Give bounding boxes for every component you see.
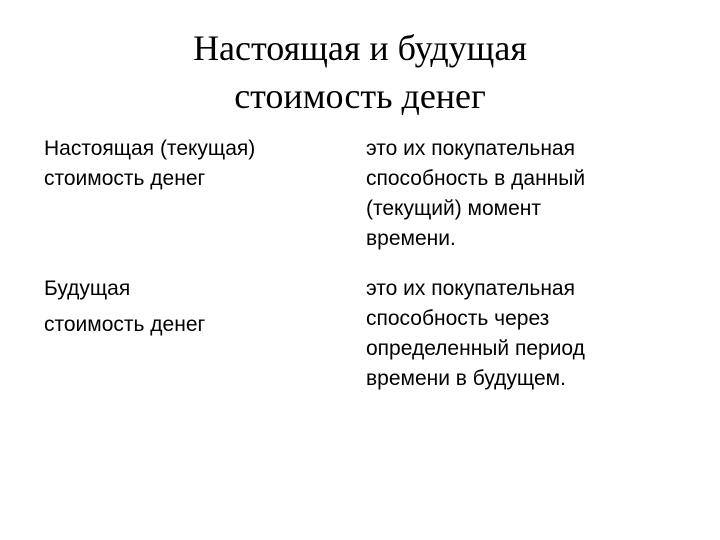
definition-future-value bbox=[366, 274, 686, 394]
definition-line: (текущий) момент bbox=[366, 197, 541, 220]
term-future-value bbox=[44, 274, 334, 340]
definition-line: это их покупательная bbox=[366, 137, 575, 160]
slide-title-line-1: Настоящая и будущая bbox=[193, 28, 527, 68]
definition-present-value bbox=[366, 134, 686, 254]
term-line: Будущая bbox=[44, 277, 131, 300]
slide-title-line-2: стоимость денег bbox=[234, 76, 486, 116]
definition-line: способность через bbox=[366, 307, 550, 330]
term-line: стоимость денег bbox=[44, 167, 206, 190]
term-present-value bbox=[44, 134, 334, 194]
term-line: стоимость денег bbox=[44, 313, 206, 336]
definition-line: времени. bbox=[366, 227, 456, 250]
slide-title bbox=[0, 24, 720, 120]
term-line: Настоящая (текущая) bbox=[44, 137, 256, 160]
definition-line: это их покупательная bbox=[366, 277, 575, 300]
definition-line: времени в будущем. bbox=[366, 367, 566, 390]
definition-line: определенный период bbox=[366, 337, 585, 360]
definition-line: способность в данный bbox=[366, 167, 586, 190]
